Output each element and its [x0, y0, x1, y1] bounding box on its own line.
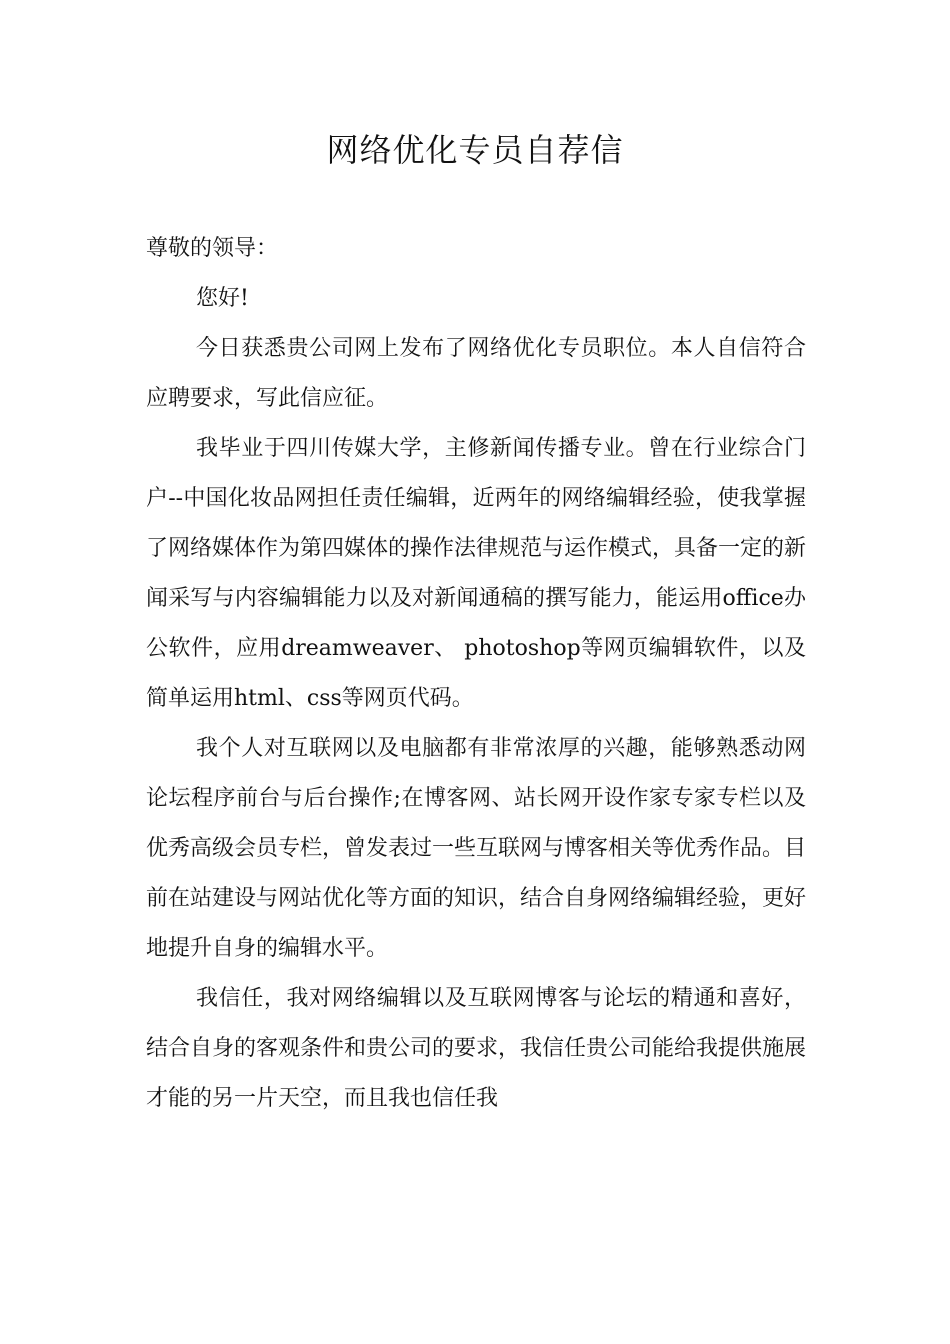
document-title: 网络优化专员自荐信 — [326, 131, 624, 169]
letter-body — [146, 224, 806, 1124]
paragraph-interests: 我个人对互联网以及电脑都有非常浓厚的兴趣，能够熟悉动网论坛程序前台与后台操作;在博客网、站长网开设作家专家专栏以及优秀高级会员专栏，曾发表过一些互联网与博客相关等优秀作品。目前在站建设与网站优化等方面的知识，结合自身网络编辑经验，更好地提升自身的编辑水平。 — [146, 736, 807, 961]
paragraph-greeting: 您好! — [196, 286, 249, 311]
paragraph-confidence: 我信任，我对网络编辑以及互联网博客与论坛的精通和喜好，结合自身的客观条件和贵公司的要求，我信任贵公司能给我提供施展才能的另一片天空，而且我也信任我 — [146, 986, 807, 1111]
paragraph-intro: 今日获悉贵公司网上发布了网络优化专员职位。本人自信符合应聘要求，写此信应征。 — [146, 336, 806, 411]
paragraph-education-experience: 我毕业于四川传媒大学，主修新闻传播专业。曾在行业综合门户--中国化妆品网担任责任编辑，近两年的网络编辑经验，使我掌握了网络媒体作为第四媒体的操作法律规范与运作模式，具备一定的新闻采写与内容编辑能力以及对新闻通稿的撰写能力，能运用office办公软件，应用dreamweaver、 photoshop等网页编辑软件，以及简单运用html、css等网页代码。 — [146, 436, 807, 711]
salutation: 尊敬的领导： — [146, 236, 279, 261]
